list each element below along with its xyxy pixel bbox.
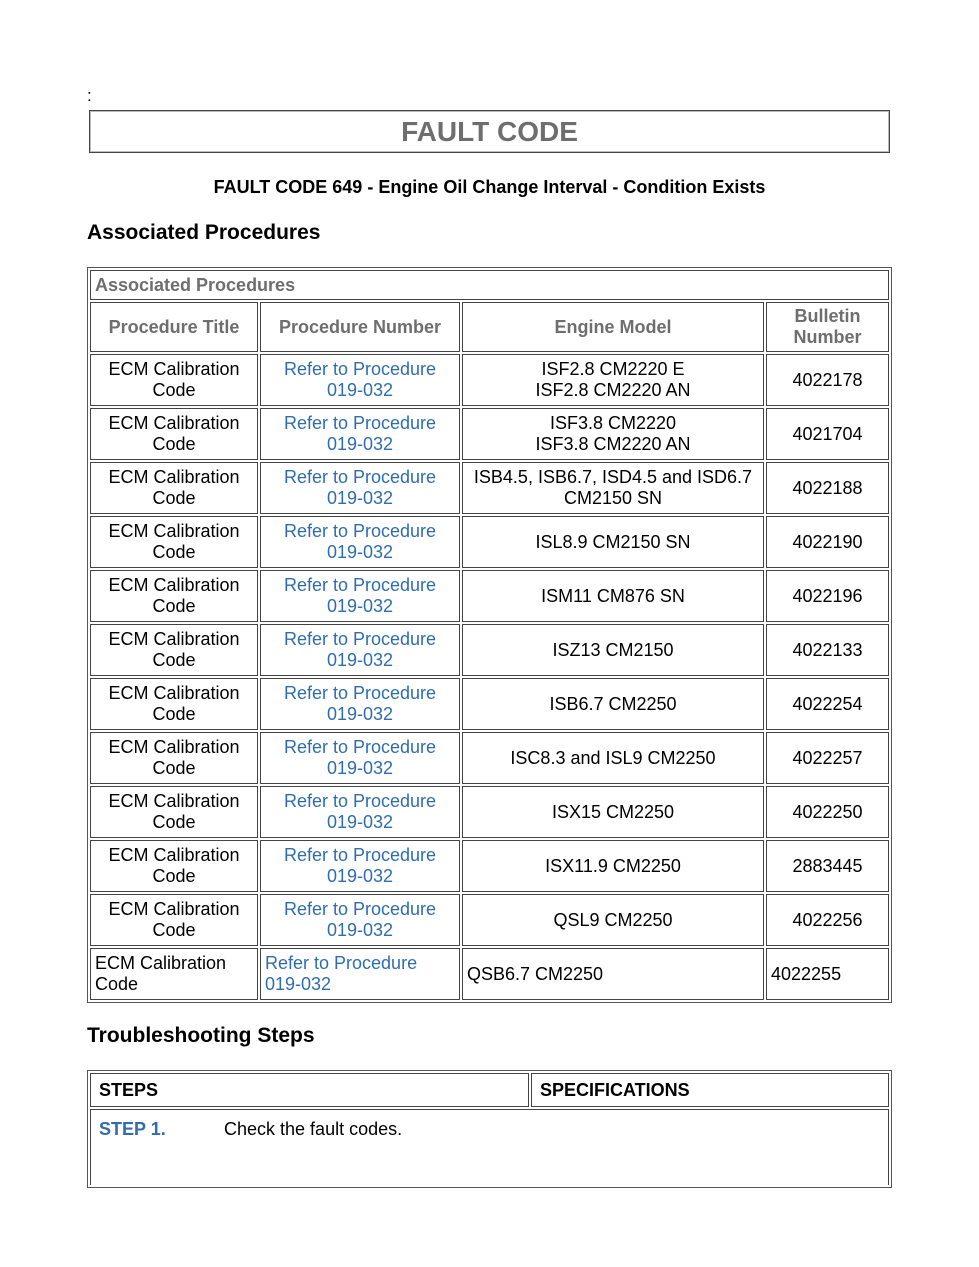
table-row bbox=[90, 948, 889, 1000]
column-header-specifications: SPECIFICATIONS bbox=[531, 1073, 889, 1107]
bulletin-number-cell: 4022190 bbox=[766, 516, 889, 568]
procedure-link[interactable]: Refer to Procedure 019-032 bbox=[260, 894, 460, 946]
procedure-title-cell: ECM Calibration Code bbox=[90, 462, 258, 514]
engine-model-cell: ISZ13 CM2150 bbox=[462, 624, 764, 676]
procedure-link[interactable]: Refer to Procedure 019-032 bbox=[260, 462, 460, 514]
procedure-title-cell: ECM Calibration Code bbox=[90, 786, 258, 838]
associated-procedures-heading: Associated Procedures bbox=[87, 221, 321, 244]
procedure-title-cell: ECM Calibration Code bbox=[90, 408, 258, 460]
procedure-title-cell: ECM Calibration Code bbox=[90, 894, 258, 946]
associated-procedures-rows bbox=[90, 354, 889, 1000]
column-header-procedure-title: Procedure Title bbox=[90, 302, 258, 352]
procedure-title-cell: ECM Calibration Code bbox=[90, 516, 258, 568]
step-row bbox=[90, 1109, 889, 1185]
bulletin-number-cell: 4022178 bbox=[766, 354, 889, 406]
table-row bbox=[90, 462, 889, 514]
procedure-link[interactable]: Refer to Procedure 019-032 bbox=[260, 624, 460, 676]
procedure-link[interactable]: Refer to Procedure 019-032 bbox=[260, 570, 460, 622]
procedure-title-cell: ECM Calibration Code bbox=[90, 624, 258, 676]
bulletin-number-cell: 4021704 bbox=[766, 408, 889, 460]
procedure-link[interactable]: Refer to Procedure 019-032 bbox=[260, 678, 460, 730]
column-header-steps: STEPS bbox=[90, 1073, 529, 1107]
procedure-link[interactable]: Refer to Procedure 019-032 bbox=[260, 354, 460, 406]
table-row bbox=[90, 570, 889, 622]
table-caption: Associated Procedures bbox=[90, 270, 889, 300]
table-row bbox=[90, 516, 889, 568]
procedure-link[interactable]: Refer to Procedure 019-032 bbox=[260, 732, 460, 784]
column-header-bulletin-number: Bulletin Number bbox=[766, 302, 889, 352]
engine-model-cell: ISM11 CM876 SN bbox=[462, 570, 764, 622]
table-row bbox=[90, 408, 889, 460]
troubleshooting-steps-table bbox=[87, 1070, 892, 1188]
bulletin-number-cell: 4022256 bbox=[766, 894, 889, 946]
engine-model-cell: ISX11.9 CM2250 bbox=[462, 840, 764, 892]
table-row bbox=[90, 354, 889, 406]
bulletin-number-cell: 4022254 bbox=[766, 678, 889, 730]
engine-model-cell: ISB4.5, ISB6.7, ISD4.5 and ISD6.7 CM2150 SN bbox=[462, 462, 764, 514]
column-header-engine-model: Engine Model bbox=[462, 302, 764, 352]
table-row bbox=[90, 840, 889, 892]
bulletin-number-cell: 4022196 bbox=[766, 570, 889, 622]
procedure-title-cell: ECM Calibration Code bbox=[90, 354, 258, 406]
engine-model-cell: QSL9 CM2250 bbox=[462, 894, 764, 946]
engine-model-cell: ISF3.8 CM2220 ISF3.8 CM2220 AN bbox=[462, 408, 764, 460]
engine-model-cell: ISB6.7 CM2250 bbox=[462, 678, 764, 730]
bulletin-number-cell: 2883445 bbox=[766, 840, 889, 892]
procedure-title-cell: ECM Calibration Code bbox=[90, 948, 258, 1000]
procedure-link[interactable]: Refer to Procedure 019-032 bbox=[260, 516, 460, 568]
procedure-title-cell: ECM Calibration Code bbox=[90, 840, 258, 892]
procedure-link[interactable]: Refer to Procedure 019-032 bbox=[260, 948, 460, 1000]
bulletin-number-cell: 4022250 bbox=[766, 786, 889, 838]
bulletin-number-cell: 4022188 bbox=[766, 462, 889, 514]
page-colon: : bbox=[87, 86, 92, 105]
engine-model-cell: ISL8.9 CM2150 SN bbox=[462, 516, 764, 568]
engine-model-cell: ISC8.3 and ISL9 CM2250 bbox=[462, 732, 764, 784]
procedure-title-cell: ECM Calibration Code bbox=[90, 678, 258, 730]
bulletin-number-cell: 4022255 bbox=[766, 948, 889, 1000]
table-row bbox=[90, 624, 889, 676]
procedure-link[interactable]: Refer to Procedure 019-032 bbox=[260, 840, 460, 892]
procedure-title-cell: ECM Calibration Code bbox=[90, 570, 258, 622]
table-row bbox=[90, 894, 889, 946]
table-row bbox=[90, 732, 889, 784]
step-1-text: Check the fault codes. bbox=[224, 1119, 403, 1139]
bulletin-number-cell: 4022257 bbox=[766, 732, 889, 784]
engine-model-cell: ISF2.8 CM2220 E ISF2.8 CM2220 AN bbox=[462, 354, 764, 406]
procedure-link[interactable]: Refer to Procedure 019-032 bbox=[260, 786, 460, 838]
troubleshooting-steps-heading: Troubleshooting Steps bbox=[87, 1024, 315, 1047]
table-row bbox=[90, 678, 889, 730]
engine-model-cell: QSB6.7 CM2250 bbox=[462, 948, 764, 1000]
bulletin-number-cell: 4022133 bbox=[766, 624, 889, 676]
procedure-title-cell: ECM Calibration Code bbox=[90, 732, 258, 784]
fault-code-heading: FAULT CODE 649 - Engine Oil Change Interval - Condition Exists bbox=[213, 177, 766, 197]
engine-model-cell: ISX15 CM2250 bbox=[462, 786, 764, 838]
table-row bbox=[90, 786, 889, 838]
page-title: FAULT CODE bbox=[89, 110, 890, 153]
procedure-link[interactable]: Refer to Procedure 019-032 bbox=[260, 408, 460, 460]
step-1-label: STEP 1. bbox=[99, 1119, 166, 1139]
associated-procedures-table bbox=[87, 267, 892, 1003]
column-header-procedure-number: Procedure Number bbox=[260, 302, 460, 352]
